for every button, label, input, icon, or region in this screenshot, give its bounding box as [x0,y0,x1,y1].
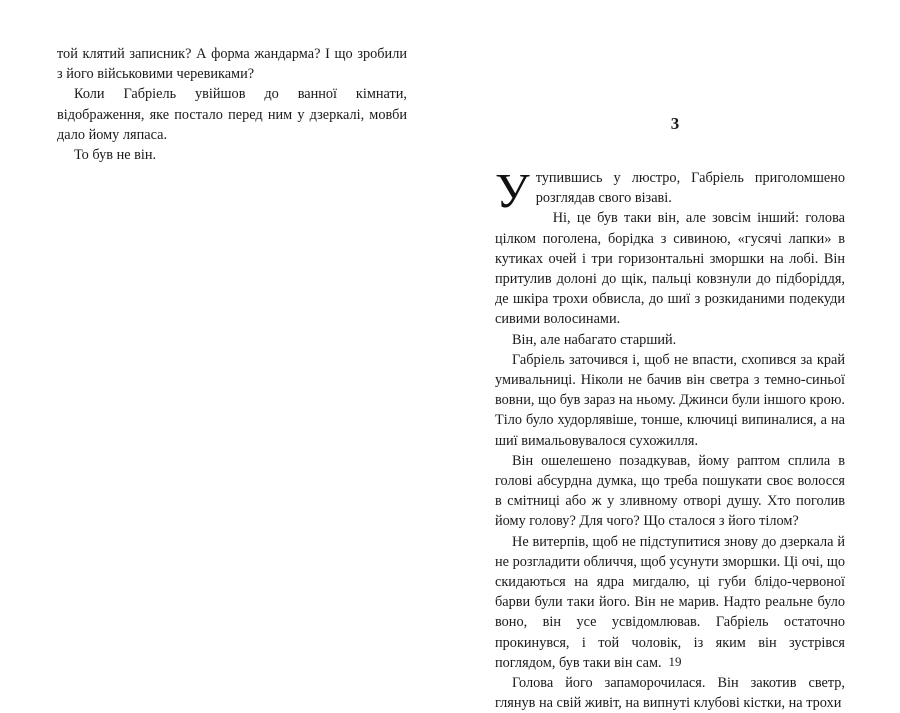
right-paragraph-6: Голова його запаморочилася. Він закотив светр, глянув на свій живіт, на випнуті клубові кістки, на трохи [495,675,845,712]
drop-cap: У [495,163,530,218]
right-paragraph-4: Він ошелешено позадкував, йому раптом сплила в голові абсурдна думка, що треба пошукати своє волосся в смітниці або ж у зливному отворі душу. Хто поголив йому голову? Для чого? Що сталося з його тілом? [495,452,845,530]
right-paragraph-2: Він, але набагато старший. [512,331,677,348]
page-number: 19 [668,654,682,669]
right-paragraph-3: Габріель заточився і, щоб не впасти, схопився за край умивальниці. Ніколи не бачив він светра з темно-синьої вовни, що був зараз на ньому. Джинси були іншого крою. Тіло було худорлявіше, тонше, ключиці випиналися, а на шиї вимальовувалося сухожилля. [495,351,845,449]
left-page [0,0,450,703]
opening-text: тупившись у люстро, Габріель приголомшено розглядав свого візаві. [535,170,845,207]
left-page-text [57,44,407,165]
right-paragraph-5: Не витерпів, щоб не підступитися знову до дзеркала й не розгладити обличчя, щоб усунути зморшки. Ці очі, що скидаються на ядра мигдалю, ці губи блідо-червоної барви були таки його. Він не марив. Надто реальне було воно, він усе усвідомлював. Габріель остаточно прокинувся, і той чоловік, із яким він зустрівся поглядом, був таки він сам. [495,533,845,671]
left-paragraph-2: Коли Габріель увійшов до ванної кімнати, відображення, яке постало перед ним у дзеркалі, мовби дало йому ляпаса. [57,86,407,143]
right-page-text [495,163,845,713]
right-paragraph-1: Ні, це був таки він, але зовсім інший: голова цілком поголена, борідка з сивиною, «гусячі лапки» в кутиках очей і три горизонтальні зморшки на лобі. Він притулив долоні до щік, пальці ковзнули до підборіддя, де шкіра трохи обвисла, до шиї з розкиданими подекуди сивими волосинами. [495,210,845,328]
left-paragraph-3: То був не він. [74,147,157,164]
chapter-opening-paragraph [495,163,845,218]
left-paragraph-1: той клятий записник? А форма жандарма? І що зробили з його військовими черевиками? [57,46,407,83]
right-page [450,0,900,712]
chapter-number: 3 [670,114,680,133]
